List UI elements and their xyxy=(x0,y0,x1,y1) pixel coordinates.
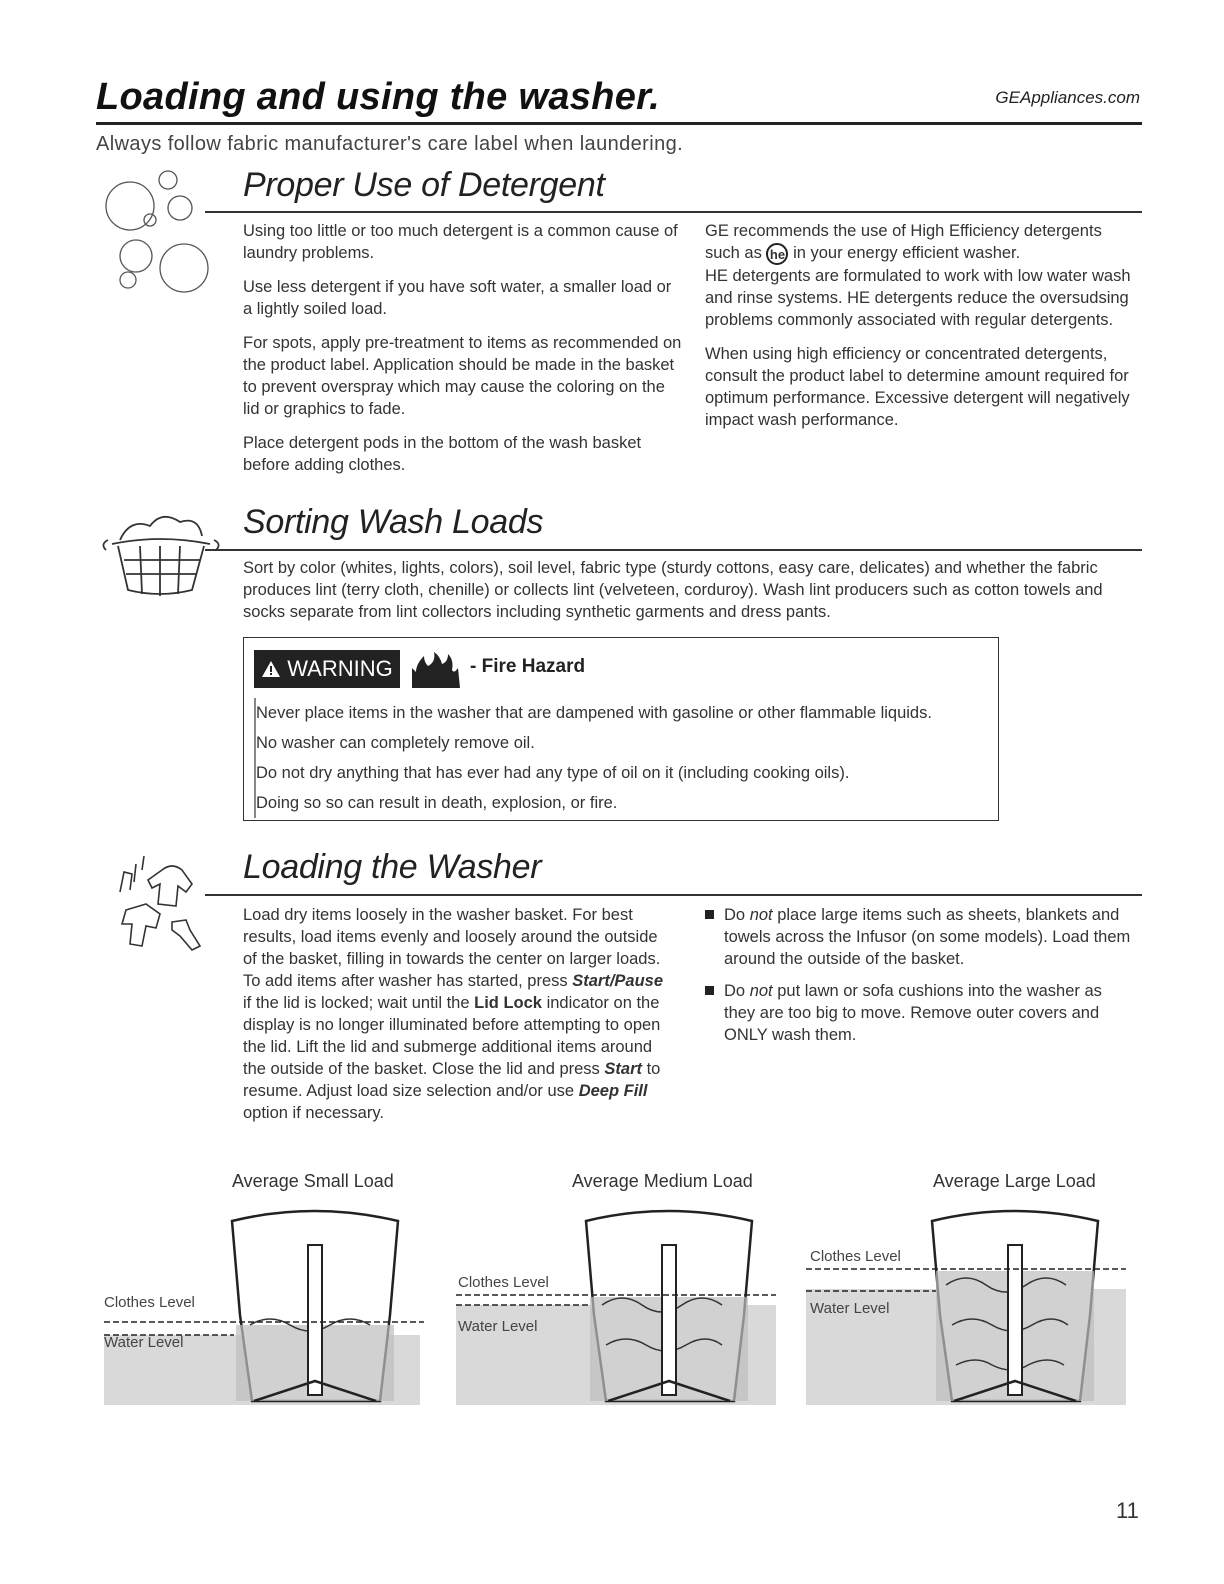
list-item: Do not place large items such as sheets, blankets and towels across the Infusor (on some models). Load them around the outside of the basket. xyxy=(705,904,1135,970)
loading-instructions xyxy=(243,904,673,1124)
he-logo: he xyxy=(766,243,788,265)
warning-triangle-icon xyxy=(261,660,281,678)
deep-fill-keyword: Deep Fill xyxy=(578,1082,648,1100)
large-load-caption: Average Large Load xyxy=(933,1171,1096,1191)
loading-text: indicator on the display is no longer illuminated before attempting to open the lid. Lift the lid and submerge additional items around the outside of the basket. Close the lid and press xyxy=(243,994,661,1078)
bullet-icon xyxy=(705,910,714,919)
warning-title: - Fire Hazard xyxy=(470,656,586,677)
fire-icon xyxy=(408,648,464,690)
large-water-level-label: Water Level xyxy=(810,1300,890,1317)
bullet-icon xyxy=(705,986,714,995)
loading-text: option if necessary. xyxy=(243,1104,384,1122)
loading-section-title: Loading the Washer xyxy=(243,848,542,886)
medium-water-level-label: Water Level xyxy=(458,1318,538,1335)
warning-lines xyxy=(254,698,992,818)
header-rule xyxy=(96,122,1142,125)
detergent-paragraph: Use less detergent if you have soft water, a smaller load or a lightly soiled load. xyxy=(243,278,672,318)
loading-bullets xyxy=(705,904,1135,1056)
he-formulated-text: HE detergents are formulated to work with low water wash and rinse systems. HE detergents reduce the oversudsing problems commonly associated with regular detergents. xyxy=(705,266,1131,329)
small-load-caption: Average Small Load xyxy=(232,1171,394,1191)
intro-text: Always follow fabric manufacturer's care label when laundering. xyxy=(96,133,684,155)
detergent-right-column xyxy=(705,220,1140,443)
loading-text: if the lid is locked; wait until the xyxy=(243,994,470,1012)
medium-load-caption: Average Medium Load xyxy=(572,1171,753,1191)
start-keyword: Start xyxy=(604,1060,642,1078)
small-clothes-level-label: Clothes Level xyxy=(104,1294,195,1311)
start-pause-keyword: Start/Pause xyxy=(572,972,664,990)
detergent-paragraph: Using too little or too much detergent is a common cause of laundry problems. xyxy=(243,222,678,262)
detergent-rule xyxy=(205,211,1142,213)
small-water-level-label: Water Level xyxy=(104,1334,184,1351)
medium-clothes-level-label: Clothes Level xyxy=(458,1274,549,1291)
clothes-icon xyxy=(102,852,217,962)
he-recommend-text: GE recommends the use of High Efficiency detergents such as xyxy=(705,222,1102,262)
website-url: GEAppliances.com xyxy=(995,88,1140,107)
sorting-rule xyxy=(205,549,1142,551)
detergent-section-title: Proper Use of Detergent xyxy=(243,166,605,204)
sorting-section-title: Sorting Wash Loads xyxy=(243,503,544,541)
lid-lock-keyword: Lid Lock xyxy=(474,994,542,1012)
detergent-paragraph: For spots, apply pre-treatment to items as recommended on the product label. Application should be made in the basket to prevent overspray which may cause the coloring on the lid or graphics to fade. xyxy=(243,334,682,418)
page-title: Loading and using the washer. xyxy=(96,76,660,118)
laundry-basket-icon xyxy=(100,510,220,600)
detergent-paragraph: Place detergent pods in the bottom of the wash basket before adding clothes. xyxy=(243,434,642,474)
he-washer-text: in your energy efficient washer. xyxy=(793,244,1021,262)
warning-badge xyxy=(254,650,400,688)
list-item: Do not put lawn or sofa cushions into the washer as they are too big to move. Remove outer covers and ONLY wash them. xyxy=(705,980,1135,1046)
warning-line: Never place items in the washer that are dampened with gasoline or other flammable liquids. xyxy=(254,698,992,728)
bubbles-icon xyxy=(100,168,220,298)
warning-badge-label: WARNING xyxy=(287,656,393,681)
warning-line: Doing so so can result in death, explosion, or fire. xyxy=(254,788,992,818)
detergent-left-column xyxy=(243,220,683,488)
medium-load-diagram xyxy=(456,1205,776,1405)
sorting-text: Sort by color (whites, lights, colors), soil level, fabric type (sturdy cottons, easy care, delicates) and whether the fabric produces lint (terry cloth, chenille) or collects lint (velveteen, corduroy). Wash lint producers such as cotton towels and socks separate from lint collectors including synthetic garments and dress pants. xyxy=(243,559,1103,621)
loading-text: to resume. Adjust load size selection and/or use xyxy=(243,1060,661,1100)
loading-text: Load dry items loosely in the washer basket. For best results, load items evenly and loosely around the outside of the basket, filling in towards the center on larger loads. To add items after washer has started, press xyxy=(243,906,661,990)
loading-rule xyxy=(205,894,1142,896)
concentrated-paragraph: When using high efficiency or concentrated detergents, consult the product label to determine amount required for optimum performance. Excessive detergent will negatively impact wash performance. xyxy=(705,344,1130,429)
warning-line: Do not dry anything that has ever had any type of oil on it (including cooking oils). xyxy=(254,758,992,788)
page-number: 11 xyxy=(1116,1498,1139,1523)
warning-line: No washer can completely remove oil. xyxy=(254,728,992,758)
large-clothes-level-label: Clothes Level xyxy=(810,1248,901,1265)
